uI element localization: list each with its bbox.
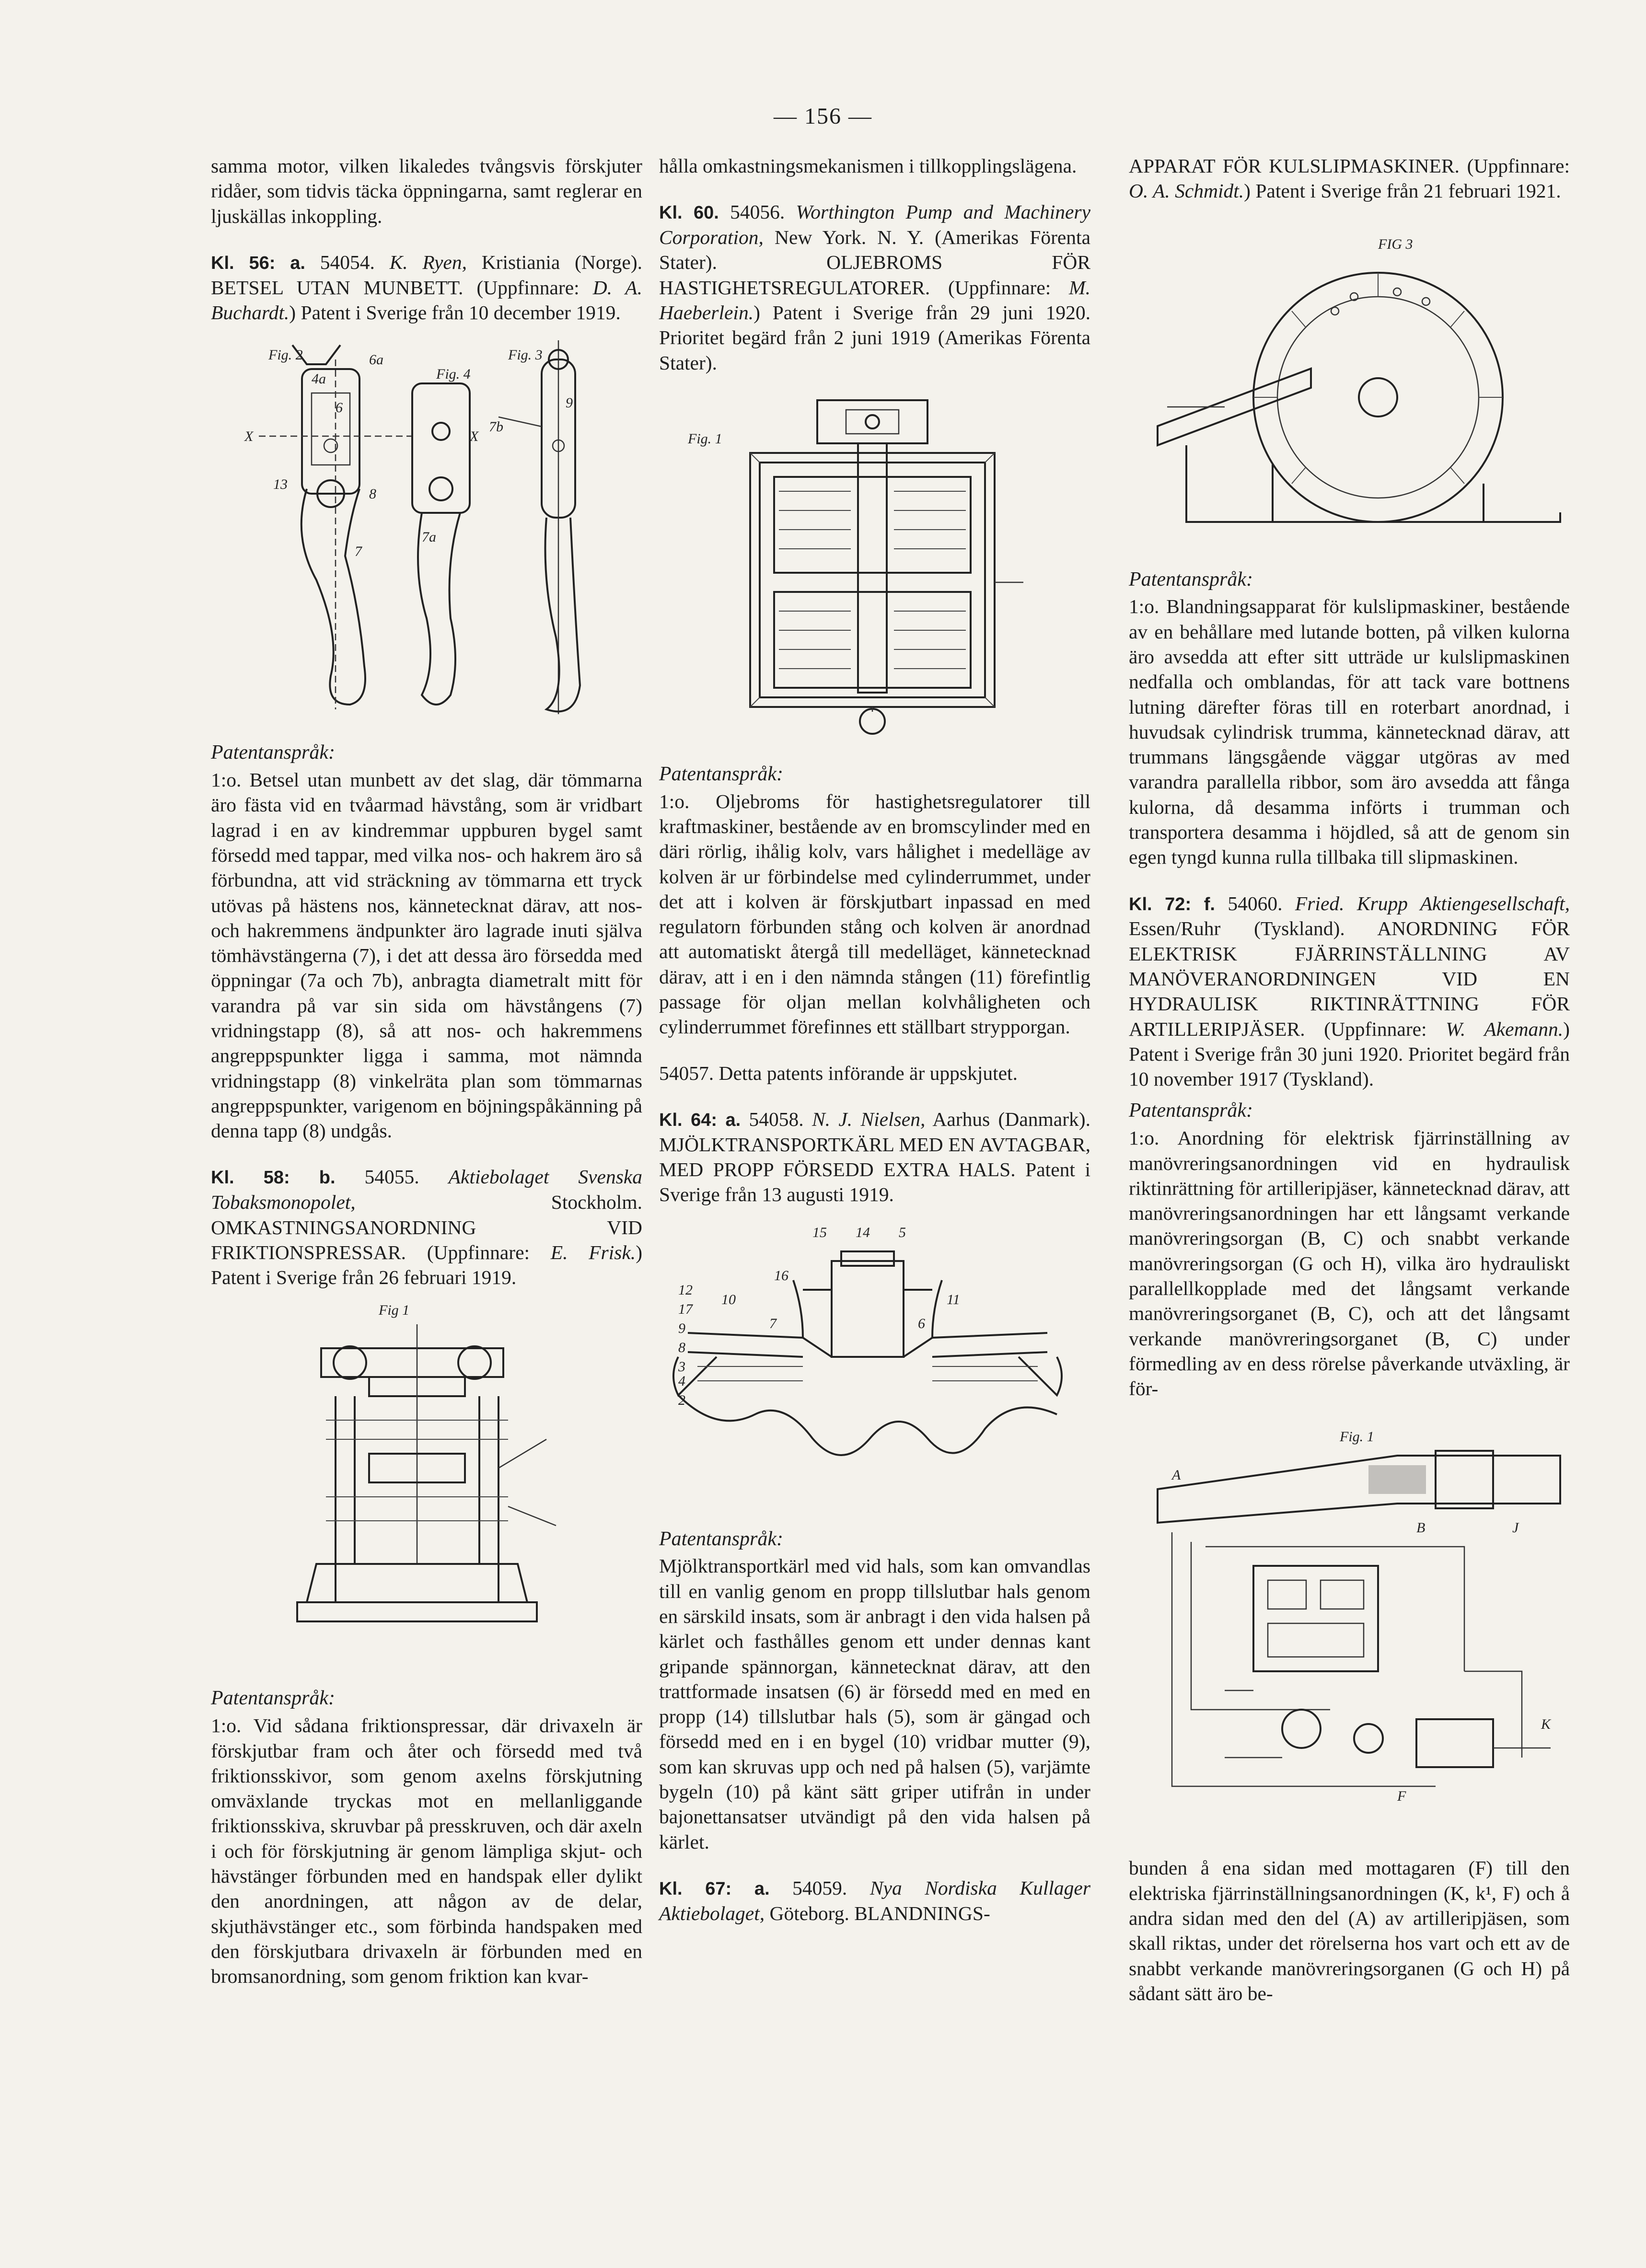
fig-label-3: 3	[678, 1358, 685, 1375]
patent-entry-54056: Kl. 60. 54056. Worthington Pump and Machinery Corporation, New York. N. Y. (Amerikas Förenta Stater). OLJEBROMS FÖR HASTIGHETSREGULATORER. (Uppfinnare: M. Haeberlein.) Patent i Sverige från 29 juni 1920. Prioritet begärd från 2 juni 1919 (Amerikas Förenta Stater).	[659, 201, 1091, 374]
patent-entry-54058: Kl. 64: a. 54058. N. J. Nielsen, Aarhus (Danmark). MJÖLKTRANSPORTKÄRL MED EN AVTAGBAR, MED PROPP FÖRSEDD EXTRA HALS. Patent i Sverige från 13 augusti 1919.	[659, 1108, 1090, 1206]
column-2	[659, 153, 1090, 1926]
fig-label-x-right: X	[470, 428, 479, 445]
figure-bridle	[211, 331, 642, 724]
claim-text: 1:o. Blandningsapparat för kulslipmaskiner, bestående av en behållare med lutande botten, på vilken kulorna äro avsedda att efter sitt utträde ur kulslipmaskinen nedfalla och omblandas, för att tack vare bottnens lutning därefter föras till en roterbart anordnad, i huvudsak cylindrisk trumma, kännetecknad därav, att trummans längsgående väggar utgöras av med varandra parallella ribbor, som äro avsedda att fånga kulorna, då desamma införts i trumman och transportera desamma i höjdled, så att de genom sin egen tyngd kunna rulla tillbaka till slipmaskinen.	[1129, 595, 1570, 868]
fig-label-press: Fig 1	[379, 1302, 410, 1319]
fig-label-6: 6	[336, 400, 343, 416]
claim-text-continued: bunden å ena sidan med mottagaren (F) till den elektriska fjärrinställningsanordningen (K, k¹, F) och å andra sidan med den del (A) av artilleripjäsen, som skall riktas, under det rörelserna hos vart och ett av de snabbt verkande manövreringsorganen (G och H) på sådant sätt äro be-	[1129, 1857, 1570, 2004]
patent-entry-54054: Kl. 56: a. 54054. K. Ryen, Kristiania (Norge). BETSEL UTAN MUNBETT. (Uppfinnare: D. A. Buchardt.) Patent i Sverige från 10 december 1919.	[211, 251, 643, 324]
fig-label-14: 14	[856, 1224, 870, 1240]
fig-label-2: 2	[678, 1392, 685, 1408]
figure-friction-press	[211, 1296, 642, 1669]
fig-label-ball-mixer: FIG 3	[1378, 236, 1413, 252]
fig-label-6: 6	[918, 1315, 925, 1331]
claims-heading-2: Patentanspråk:	[1129, 1099, 1253, 1122]
fig-label-7: 7	[769, 1315, 777, 1331]
claim-text-2: 1:o. Vid sådana friktionspressar, där drivaxeln är förskjutbar fram och åter och försedd med två friktionsskivor, som genom axelns förskjutning omväxlande tryckas mot en mellanliggande friktionsskiva, skruvbar på presskruven, och där axeln i och för förskjutning är genom lämpliga skjut- och hävstänger förbunden med en handspak eller dylikt den anordningen, att någon av de delar, skjuthävstänger etc., som förbinda handspaken med den förskjutbara drivaxeln är förbunden med en bromsanordning, som genom friktion kan kvar-	[211, 1714, 642, 1988]
claims-heading-2: Patentanspråk:	[659, 1527, 783, 1550]
figure-oil-brake	[659, 381, 1090, 745]
fig-label-4a: 4a	[312, 371, 326, 387]
fig-label-11: 11	[947, 1291, 960, 1308]
fig-label-5: 5	[899, 1224, 906, 1240]
patent-entry-54060: Kl. 72: f. 54060. Fried. Krupp Aktiengesellschaft, Essen/Ruhr (Tyskland). ANORDNING FÖR ELEKTRISK FJÄRRINSTÄLLNING AV MANÖVERANORDNINGEN VID EN HYDRAULISK RIKTINRÄTTNING FÖR ARTILLERIPJÄSER. (Uppfinnare: W. Akemann.) Patent i Sverige från 30 juni 1920. Prioritet begärd från 10 november 1917 (Tyskland).	[1129, 892, 1570, 1090]
fig-label-9: 9	[566, 395, 573, 411]
bridle-drawing	[211, 331, 642, 724]
figure-artillery	[1129, 1422, 1570, 1839]
fig-label-8: 8	[369, 486, 376, 502]
claims-heading: Patentanspråk:	[211, 741, 335, 764]
column-3	[1129, 153, 1570, 2027]
artillery-drawing	[1129, 1422, 1570, 1839]
fig-letter-b: B	[1416, 1520, 1426, 1536]
fig-label-15: 15	[812, 1224, 827, 1240]
claim-text: 1:o. Oljebroms för hastighetsregulatorer till kraftmaskiner, bestående av en bromscylinder med en däri rörlig, ihålig kolv, vars hålighet i medelläge av kolven är ur förbindelse med cylinderrummet, under det att i kolven är förskjutbart inpassad en med regulatorn förbunden stång och kolven är anordnad att automatiskt återgå till medelläget, kännetecknad därav, att i en i den nämnda stången (11) förefintlig passage för oljan mellan kolvhåligheten och cylinderrummet förefinnes ett ställbart strypporgan.	[659, 790, 1090, 1038]
figure-milk-can	[659, 1213, 1090, 1510]
patent-note-54057: 54057. Detta patents införande är uppskjutet.	[659, 1062, 1018, 1084]
fig-label-17: 17	[678, 1301, 693, 1317]
claim-text-2: 1:o. Anordning för elektrisk fjärrinställning av manövreringsanordningen vid en hydraulisk riktinrättning för artilleripjäser, kännetecknad därav, att manövreringsanordningen har ett långsamt verkande manövreringsorgan (B, C) och snabbt verkande manövreringsorgan (G och H), vilka äro hydrauliskt parallellkopplade med det långsamt verkande manövreringsorganet (B, C), och att det långsamt verkande manövreringsorganet (B, C) under förmedling av en dess rörelse påverkande utväxling, är för-	[1129, 1127, 1570, 1400]
claims-heading: Patentanspråk:	[659, 763, 783, 785]
page-number: — 156 —	[774, 104, 872, 129]
fig-letter-a: A	[1172, 1467, 1181, 1483]
fig-label-12: 12	[678, 1282, 693, 1298]
fig-label-oil-brake: Fig. 1	[688, 430, 722, 447]
fig-label-9: 9	[678, 1320, 685, 1336]
paragraph-continuation: APPARAT FÖR KULSLIPMASKINER. (Uppfinnare: O. A. Schmidt.) Patent i Sverige från 21 februari 1921.	[1129, 155, 1570, 202]
fig-label-10: 10	[721, 1291, 736, 1308]
fig-label-x-left: X	[244, 428, 254, 445]
claim-text-2: Mjölktransportkärl med vid hals, som kan omvandlas till en vanlig genom en propp tillslutbar hals genom en särskild insats, som är anbragt i den vida halsen på kärlet och fasthålles genom ett under dennas kant gripande spännorgan, kännetecknat därav, att den trattformade insatsen (6) är försedd med en med en propp (14) tillslutbar hals (5), som är gängad och försedd med en i en bygel (10) vridbar mutter (9), som kan skruvas upp och ned på halsen (5), varjämte bygeln (10) på känt sätt griper utifrån in under bajonettansatser utvändigt på den vida halsen på kärlet.	[659, 1555, 1090, 1853]
fig-letter-k: K	[1541, 1716, 1551, 1733]
fig-label-6a: 6a	[369, 352, 383, 368]
paragraph-continuation: hålla omkastningsmekanismen i tillkopplingslägena.	[659, 155, 1077, 177]
fig-label-artillery: Fig. 1	[1340, 1429, 1374, 1445]
oil-brake-drawing	[659, 381, 1090, 745]
fig-label-7a: 7a	[422, 529, 436, 545]
fig-label-13: 13	[273, 476, 288, 493]
claim-text: 1:o. Betsel utan munbett av det slag, där tömmarna äro fästa vid en tvåarmad hävstång, som är vridbart lagrad i en av kindremmar uppburen bygel samt försedd med tappar, med vilka nos- och hakrem äro så förbundna, att vid sträckning av tömmarna ett tryck utövas på hästens nos, kännetecknat därav, att nos- och hakremmens ändpunkter äro lagrade inuti själva tömhävstängerna (7), i det att dessa äro försedda med öppningar (7a och 7b), anbragta diametralt mitt för varandra på var sin sida om hävstångens (7) vridningstapp (8), så att nos- och hakremmens angreppspunkter ligga i samma, mot nämnda vridningstapp (8) vinkelräta plan som tömmarnas angreppspunkter, varigenom en böjningspåkänning på denna tapp (8) undgås.	[211, 769, 642, 1142]
fig-letter-f: F	[1397, 1788, 1406, 1805]
paragraph-continuation: samma motor, vilken likaledes tvångsvis förskjuter ridåer, som tidvis täcka öppningarna, samt reglerar en ljuskällas inkoppling.	[211, 155, 642, 227]
ball-mixer-drawing	[1129, 225, 1570, 551]
fig-letter-j: J	[1512, 1520, 1519, 1536]
fig-label-16: 16	[774, 1267, 788, 1284]
fig-label-8: 8	[678, 1339, 685, 1355]
fig-label-3: Fig. 3	[508, 347, 543, 363]
fig-label-4: Fig. 4	[436, 366, 471, 382]
fig-label-4: 4	[678, 1373, 685, 1389]
figure-ball-mixer	[1129, 225, 1570, 551]
patent-entry-54059: Kl. 67: a. 54059. Nya Nordiska Kullager Aktiebolaget, Göteborg. BLANDNINGS-	[659, 1876, 1090, 1924]
fig-label-7b: 7b	[489, 419, 503, 435]
friction-press-drawing	[211, 1296, 642, 1669]
fig-label-2: Fig. 2	[268, 347, 303, 363]
milk-can-drawing	[659, 1213, 1090, 1510]
column-1	[211, 153, 642, 2010]
claims-heading-2: Patentanspråk:	[211, 1687, 335, 1710]
patent-entry-54055: Kl. 58: b. 54055. Aktiebolaget Svenska Tobaksmonopolet, Stockholm. OMKASTNINGSANORDNING VID FRIKTIONSPRESSAR. (Uppfinnare: E. Frisk.) Patent i Sverige från 26 februari 1919.	[211, 1166, 643, 1289]
fig-label-7: 7	[355, 544, 362, 560]
claims-heading: Patentanspråk:	[1129, 568, 1253, 590]
